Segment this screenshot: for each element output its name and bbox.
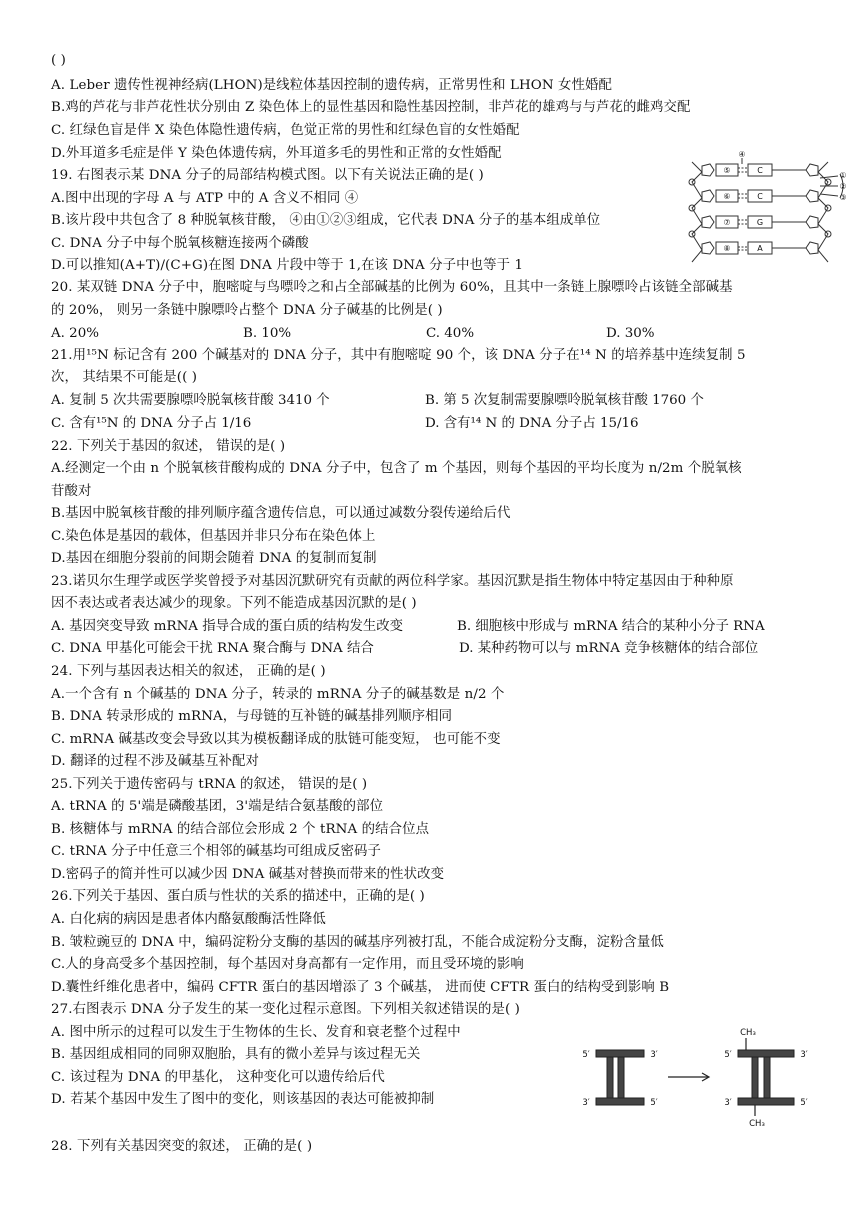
- q21-option-d: D. 含有¹⁴ N 的 DNA 分子占 15/16: [425, 416, 639, 431]
- strand-end-label: 5′: [800, 1098, 808, 1108]
- question-25: 25.下列关于遗传密码与 tRNA 的叙述， 错误的是( ): [51, 777, 368, 792]
- strand-end-label: 3′: [724, 1098, 732, 1108]
- callout-number: ①: [839, 171, 847, 180]
- text-line: A. 图中所示的过程可以发生于生物体的生长、发育和衰老整个过程中: [51, 1025, 461, 1040]
- text-line: D.基因在细胞分裂前的间期会随着 DNA 的复制而复制: [51, 551, 377, 566]
- q23-option-c: C. DNA 甲基化可能会干扰 RNA 聚合酶与 DNA 结合: [51, 641, 374, 656]
- text-line: C. tRNA 分子中任意三个相邻的碱基均可组成反密码子: [51, 844, 381, 859]
- question-24: 24. 下列与基因表达相关的叙述， 正确的是( ): [51, 664, 326, 679]
- question-19: 19. 右图表示某 DNA 分子的局部结构模式图。以下有关说法正确的是( ): [51, 168, 484, 183]
- base-letter: A: [757, 244, 763, 253]
- q21-option-b: B. 第 5 次复制需要腺嘌呤脱氧核苷酸 1760 个: [425, 393, 704, 408]
- text-line: C. DNA 分子中每个脱氧核糖连接两个磷酸: [51, 236, 309, 251]
- strand-end-label: 5′: [650, 1098, 658, 1108]
- slot-number: ⑥: [723, 192, 731, 201]
- text-line: D.密码子的简并性可以减少因 DNA 碱基对替换而带来的性状改变: [51, 867, 445, 882]
- slot-number: ⑦: [723, 218, 731, 227]
- text-line: D.外耳道多毛症是伴 Y 染色体遗传病，外耳道多毛的男性和正常的女性婚配: [51, 146, 502, 161]
- q23-option-d: D. 某种药物可以与 mRNA 竞争核糖体的结合部位: [459, 641, 759, 656]
- text-line: B.鸡的芦花与非芦花性状分别由 Z 染色体上的显性基因和隐性基因控制，非芦花的雄鸡与与芦花的雌鸡交配: [51, 100, 691, 115]
- question-26: 26.下列关于基因、蛋白质与性状的关系的描述中，正确的是( ): [51, 889, 425, 904]
- text-line: 的 20%， 则另一条链中腺嘌呤占整个 DNA 分子碱基的比例是( ): [51, 303, 443, 318]
- question-20: 20. 某双链 DNA 分子中，胞嘧啶与鸟嘌呤之和占全部碱基的比例为 60%，且其中一条链上腺嘌呤占该链全部碱基: [51, 280, 733, 295]
- text-line: C.人的身高受多个基因控制，每个基因对身高都有一定作用，而且受环境的影响: [51, 957, 524, 972]
- text-line: C.染色体是基因的载体，但基因并非只分布在染色体上: [51, 529, 376, 544]
- q23-option-b: B. 细胞核中形成与 mRNA 结合的某种小分子 RNA: [457, 619, 765, 634]
- q21-option-a: A. 复制 5 次共需要腺嘌呤脱氧核苷酸 3410 个: [51, 393, 330, 408]
- text-line: ( ): [51, 53, 67, 68]
- text-line: B. 基因组成相同的同卵双胞胎，具有的微小差异与该过程无关: [51, 1047, 421, 1062]
- text-line: B. 皱粒豌豆的 DNA 中，编码淀粉分支酶的基因的碱基序列被打乱，不能合成淀粉分支酶，淀粉含量低: [51, 935, 664, 950]
- text-line: A.图中出现的字母 A 与 ATP 中的 A 含义不相同 ④: [51, 191, 359, 206]
- dna-structure-figure: [680, 150, 850, 270]
- text-line: D. 若某个基因中发生了图中的变化，则该基因的表达可能被抑制: [51, 1092, 435, 1107]
- q20-option-b: B. 10%: [243, 326, 292, 341]
- text-line: B. 核糖体与 mRNA 的结合部位会形成 2 个 tRNA 的结合位点: [51, 822, 430, 837]
- text-line: 苷酸对: [51, 484, 92, 499]
- text-line: B.基因中脱氧核苷酸的排列顺序蕴含遗传信息，可以通过减数分裂传递给后代: [51, 506, 511, 521]
- dna-methylation-figure: [578, 1024, 828, 1134]
- callout-number: ②: [839, 182, 847, 191]
- base-letter: C: [757, 192, 763, 201]
- callout-number: ④: [738, 150, 746, 159]
- text-line: D. 翻译的过程不涉及碱基互补配对: [51, 754, 259, 769]
- q20-option-a: A. 20%: [51, 326, 99, 341]
- text-line: D.可以推知(A+T)/(C+G)在图 DNA 片段中等于 1,在该 DNA 分子中也等于 1: [51, 258, 524, 273]
- question-28: 28. 下列有关基因突变的叙述， 正确的是( ): [51, 1139, 313, 1154]
- q20-option-d: D. 30%: [606, 326, 655, 341]
- text-line: C. 红绿色盲是伴 X 染色体隐性遗传病，色觉正常的男性和红绿色盲的女性婚配: [51, 123, 520, 138]
- slot-number: ⑧: [723, 244, 731, 253]
- text-line: A.一个含有 n 个碱基的 DNA 分子，转录的 mRNA 分子的碱基数是 n/2 个: [51, 687, 505, 702]
- base-letter: C: [757, 166, 763, 175]
- callout-number: ③: [839, 193, 847, 202]
- strand-end-label: 5′: [582, 1050, 590, 1060]
- slot-number: ⑤: [723, 166, 731, 175]
- strand-end-label: 3′: [800, 1050, 808, 1060]
- text-line: C. 该过程为 DNA 的甲基化， 这种变化可以遗传给后代: [51, 1070, 385, 1085]
- q20-option-c: C. 40%: [426, 326, 475, 341]
- strand-end-label: 3′: [650, 1050, 658, 1060]
- methyl-group-label: CH₃: [740, 1028, 756, 1038]
- question-27: 27.右图表示 DNA 分子发生的某一变化过程示意图。下列相关叙述错误的是( ): [51, 1002, 520, 1017]
- question-23: 23.诺贝尔生理学或医学奖曾授予对基因沉默研究有贡献的两位科学家。基因沉默是指生物体中特定基因由于种种原: [51, 574, 734, 589]
- text-line: A. Leber 遗传性视神经病(LHON)是线粒体基因控制的遗传病，正常男性和 LHON 女性婚配: [51, 78, 612, 93]
- text-line: C. mRNA 碱基改变会导致以其为模板翻译成的肽链可能变短， 也可能不变: [51, 732, 501, 747]
- base-letter: G: [756, 218, 764, 227]
- text-line: A.经测定一个由 n 个脱氧核苷酸构成的 DNA 分子中，包含了 m 个基因，则每个基因的平均长度为 n/2m 个脱氧核: [51, 461, 742, 476]
- text-line: D.囊性纤维化患者中，编码 CFTR 蛋白的基因增添了 3 个碱基， 进而使 CFTR 蛋白的结构受到影响 B: [51, 980, 670, 995]
- question-21: 21.用¹⁵N 标记含有 200 个碱基对的 DNA 分子，其中有胞嘧啶 90 个，该 DNA 分子在¹⁴ N 的培养基中连续复制 5: [51, 348, 746, 363]
- text-line: 次， 其结果不可能是(( ): [51, 370, 198, 385]
- q21-option-c: C. 含有¹⁵N 的 DNA 分子占 1/16: [51, 416, 252, 431]
- text-line: B.该片段中共包含了 8 种脱氧核苷酸， ④由①②③组成，它代表 DNA 分子的基本组成单位: [51, 213, 601, 228]
- methyl-group-label: CH₃: [749, 1119, 765, 1129]
- q23-option-a: A. 基因突变导致 mRNA 指导合成的蛋白质的结构发生改变: [51, 619, 404, 634]
- text-line: A. 白化病的病因是患者体内酪氨酸酶活性降低: [51, 912, 326, 927]
- question-22: 22. 下列关于基因的叙述， 错误的是( ): [51, 439, 286, 454]
- text-line: 因不表达或者表达减少的现象。下列不能造成基因沉默的是( ): [51, 596, 417, 611]
- strand-end-label: 3′: [582, 1098, 590, 1108]
- strand-end-label: 5′: [724, 1050, 732, 1060]
- text-line: B. DNA 转录形成的 mRNA，与母链的互补链的碱基排列顺序相同: [51, 709, 453, 724]
- text-line: A. tRNA 的 5'端是磷酸基团，3'端是结合氨基酸的部位: [51, 799, 384, 814]
